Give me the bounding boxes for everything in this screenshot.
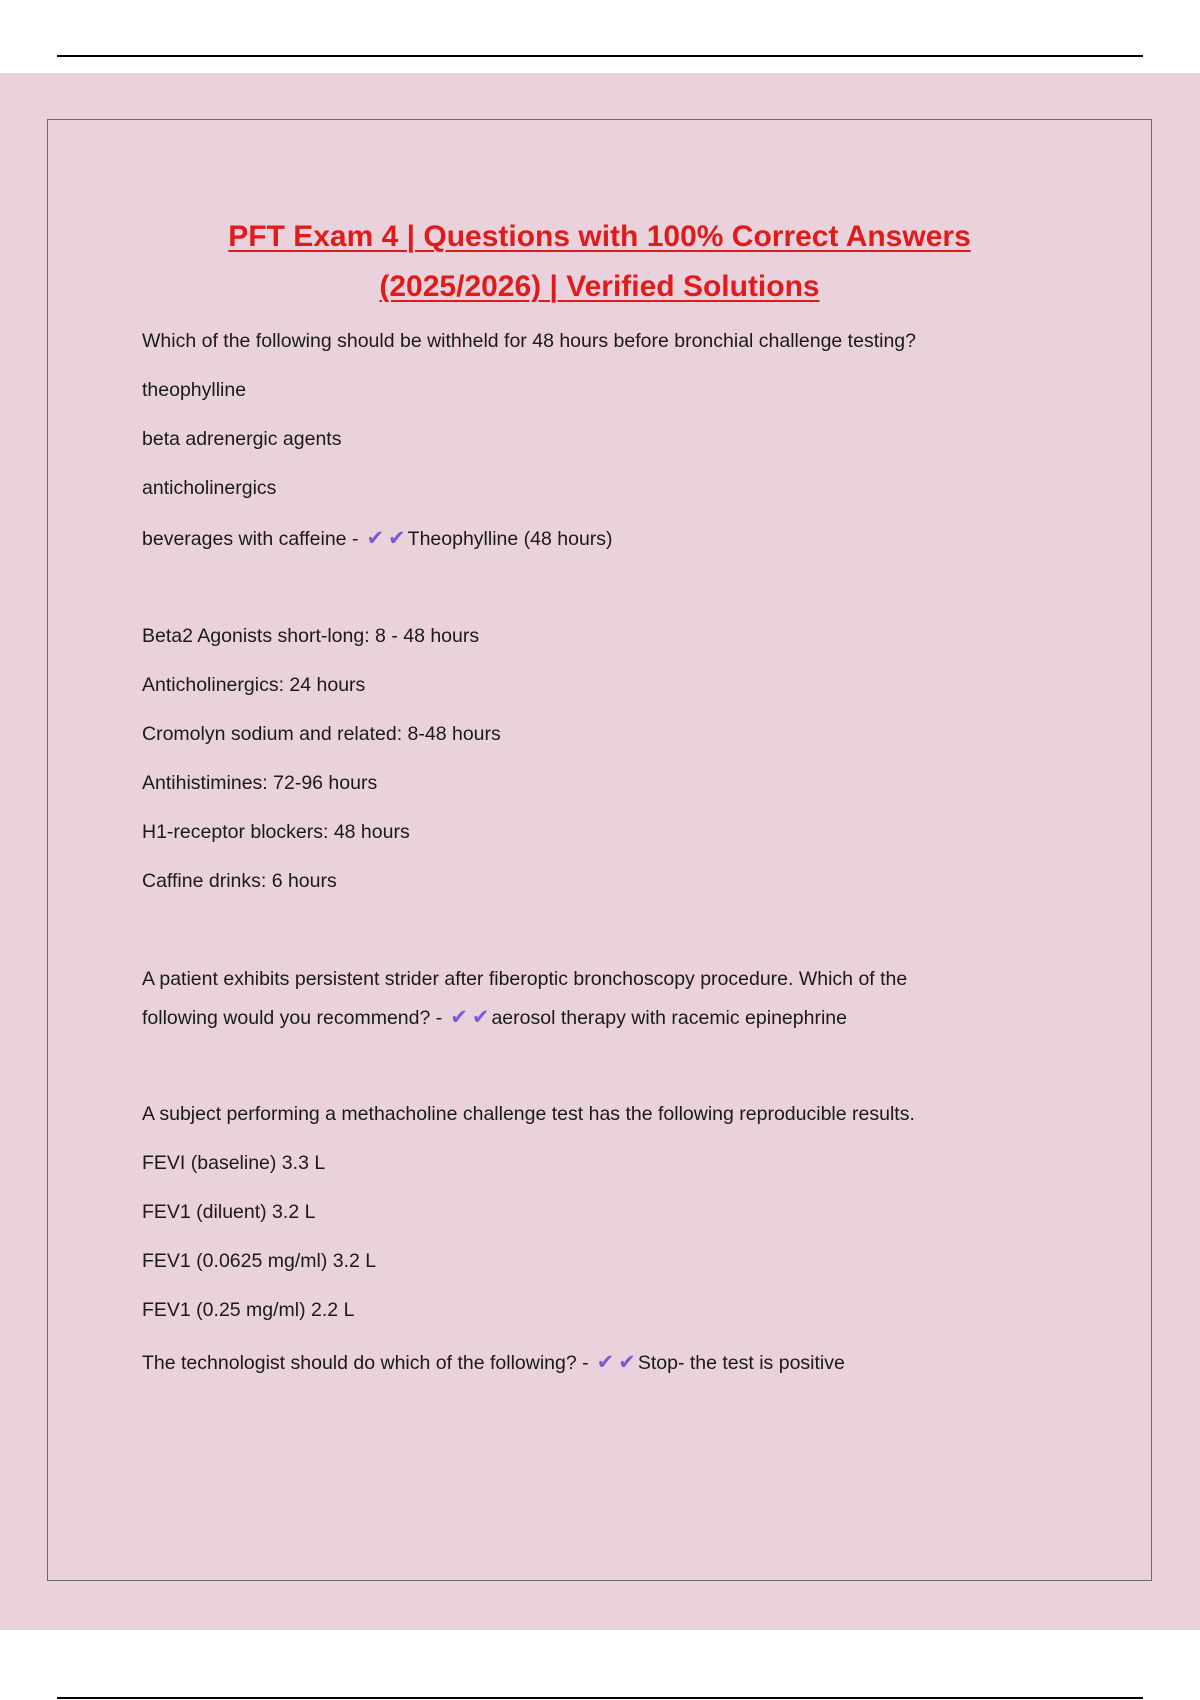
title-line-1: PFT Exam 4 | Questions with 100% Correct Answers [228,220,971,253]
check-icon: ✔ [388,526,406,550]
title-line-2: (2025/2026) | Verified Solutions [379,270,820,303]
check-icon: ✔ [471,1005,490,1029]
question-2-answer-line [142,1005,847,1030]
question-3-text: A subject performing a methacholine challenge test has the following reproducible results. [142,1103,915,1125]
document-title [47,212,1152,312]
result-item: FEV1 (0.25 mg/ml) 2.2 L [142,1299,355,1321]
note-item: Cromolyn sodium and related: 8-48 hours [142,723,501,745]
question-1-answer-line [142,526,613,551]
note-item: Caffine drinks: 6 hours [142,870,337,892]
check-icon: ✔ [366,526,385,550]
question-1-option: anticholinergics [142,477,277,499]
check-icon: ✔ [596,1350,615,1374]
result-item: FEV1 (0.0625 mg/ml) 3.2 L [142,1250,377,1272]
check-icon: ✔ [450,1005,468,1029]
question-2-text-cont: following would you recommend? - [142,1007,443,1029]
note-item: Beta2 Agonists short-long: 8 - 48 hours [142,625,480,647]
question-3-answer-line [142,1350,845,1375]
question-3-answer: Stop- the test is positive [637,1352,845,1374]
question-1-option: theophylline [142,379,247,401]
question-1-text: Which of the following should be withheld for 48 hours before bronchial challenge testing? [142,330,916,352]
check-icon: ✔ [618,1350,636,1374]
result-item: FEVI (baseline) 3.3 L [142,1152,326,1174]
note-item: H1-receptor blockers: 48 hours [142,821,410,843]
top-divider [57,55,1143,57]
note-item: Antihistimines: 72-96 hours [142,772,378,794]
note-item: Anticholinergics: 24 hours [142,674,366,696]
question-2-text: A patient exhibits persistent strider after fiberoptic bronchoscopy procedure. Which of the [142,968,908,990]
question-2-answer: aerosol therapy with racemic epinephrine [491,1007,847,1029]
question-1-option: beverages with caffeine - [142,528,359,550]
question-1-answer: Theophylline (48 hours) [407,528,613,550]
result-item: FEV1 (diluent) 3.2 L [142,1201,316,1223]
bottom-divider [57,1697,1143,1699]
question-3-prompt: The technologist should do which of the following? - [142,1352,589,1374]
question-1-option: beta adrenergic agents [142,428,342,450]
